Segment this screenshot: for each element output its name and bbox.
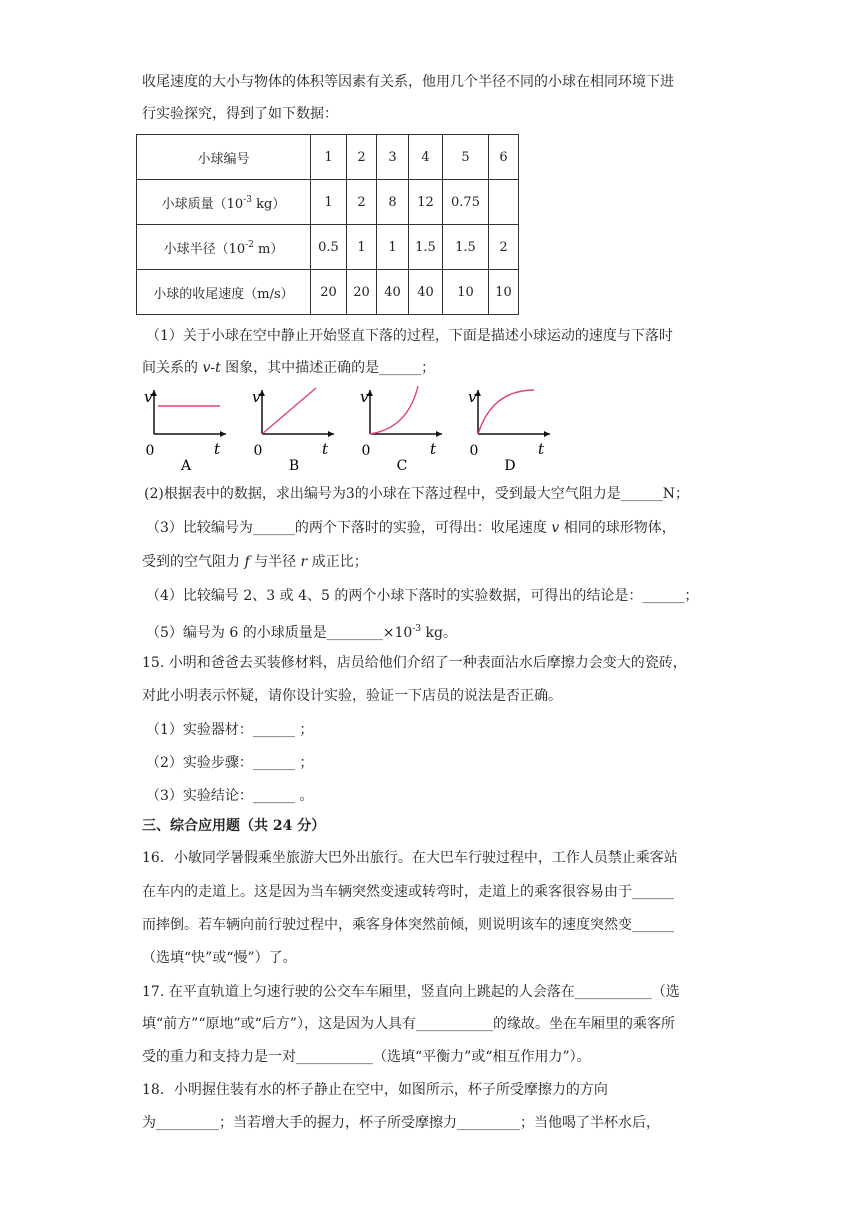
option-label-c: C (396, 458, 408, 474)
vt-curve-saturating (478, 390, 534, 434)
data-table (136, 134, 519, 315)
option-label-b: B (288, 458, 300, 474)
option-label-a: A (180, 458, 192, 474)
q15-line-2: 对此小明表示怀疑，请你设计实验，验证一下店员的说法是否正确。 (142, 688, 562, 704)
option-label-d: D (504, 458, 516, 474)
q17-line-1: 17. 在平直轨道上匀速行驶的公交车车厢里，竖直向上跳起的人会落在___________（选 (142, 984, 680, 1000)
table-cell: 10 (489, 270, 519, 315)
origin-label: 0 (253, 443, 263, 459)
vt-curve-accelerating (370, 386, 418, 434)
row-header-radius: 小球半径（$10^{-2}$ m） (137, 225, 311, 270)
q15-sub-3: （3）实验结论：______ 。 (146, 788, 314, 804)
row-header-mass: 小球质量（$10^{-3}$ kg） (137, 180, 311, 225)
table-cell: 3 (377, 135, 409, 180)
table-cell: 2 (489, 225, 519, 270)
table-cell: 1 (347, 225, 377, 270)
t-axis-label: t (322, 440, 329, 458)
origin-label: 0 (145, 443, 155, 459)
table-cell (489, 180, 519, 225)
table-row (137, 270, 519, 315)
v-axis-label: v (144, 388, 153, 406)
q16-line-1: 16．小敏同学暑假乘坐旅游大巴外出旅行。在大巴车行驶过程中，工作人员禁止乘客站 (142, 850, 678, 866)
table-cell: 10 (443, 270, 489, 315)
table-cell: 40 (377, 270, 409, 315)
vt-curve-linear (262, 388, 316, 434)
vt-graphs (140, 386, 560, 476)
v-axis-label: v (360, 388, 369, 406)
t-axis-label: t (430, 440, 437, 458)
table-cell: 1.5 (409, 225, 443, 270)
table-row (137, 225, 519, 270)
table-cell: 1 (377, 225, 409, 270)
q17-line-2: 填“前方”“原地”或“后方”），这是因为人具有___________的缘故。坐在车厢里的乘客所 (142, 1016, 675, 1032)
table-cell: 20 (311, 270, 347, 315)
intro-line-2: 行实验探究，得到了如下数据： (142, 106, 338, 122)
q5-text: （5）编号为 6 的小球质量是$\_\_\_\_\_\_\_\_\times 10^{-3}$ kg。 (146, 624, 457, 641)
table-cell: 40 (409, 270, 443, 315)
table-cell: 2 (347, 135, 377, 180)
t-axis-label: t (214, 440, 221, 458)
table-cell: 1 (311, 180, 347, 225)
table-cell: 0.75 (443, 180, 489, 225)
table-cell: 6 (489, 135, 519, 180)
v-axis-label: v (252, 388, 261, 406)
table-cell: 8 (377, 180, 409, 225)
table-row (137, 180, 519, 225)
q15-sub-1: （1）实验器材：______ ； (146, 722, 314, 738)
origin-label: 0 (361, 443, 371, 459)
table-row (137, 135, 519, 180)
q18-line-2: 为_________；当若增大手的握力，杯子所受摩擦力_________；当他喝了半杯水后， (142, 1115, 660, 1131)
table-cell: 5 (443, 135, 489, 180)
q4-text: （4）比较编号 2、3 或 4、5 的两个小球下落时的实验数据，可得出的结论是：______； (146, 588, 699, 604)
intro-line-1: 收尾速度的大小与物体的体积等因素有关系，他用几个半径不同的小球在相同环境下进 (142, 74, 674, 90)
table-cell: 12 (409, 180, 443, 225)
q18-line-1: 18．小明握住装有水的杯子静止在空中，如图所示，杯子所受摩擦力的方向 (142, 1082, 608, 1098)
q17-line-3: 受的重力和支持力是一对___________（选填“平衡力”或“相互作用力”）。 (142, 1049, 591, 1065)
q15-line-1: 15. 小明和爸爸去买装修材料，店员给他们介绍了一种表面沾水后摩擦力会变大的瓷砖， (142, 655, 687, 671)
q3-line-2: 受到的空气阻力 f 与半径 r 成正比； (142, 554, 368, 570)
q16-line-4: （选填“快”或“慢”）了。 (142, 950, 297, 966)
q1-line-2: 间关系的 v-t 图象，其中描述正确的是______； (142, 360, 436, 376)
q16-line-2: 在车内的走道上。这是因为当车辆突然变速或转弯时，走道上的乘客很容易由于______ (142, 884, 674, 900)
table-cell: 1 (311, 135, 347, 180)
q2-text: (2)根据表中的数据，求出编号为3的小球在下落过程中，受到最大空气阻力是______N； (144, 486, 689, 502)
q1-line-1: （1）关于小球在空中静止开始竖直下落的过程，下面是描述小球运动的速度与下落时 (146, 328, 673, 344)
origin-label: 0 (469, 443, 479, 459)
row-header-speed: 小球的收尾速度（m/s） (137, 270, 311, 315)
t-axis-label: t (538, 440, 545, 458)
q16-line-3: 而摔倒。若车辆向前行驶过程中，乘客身体突然前倾，则说明该车的速度突然变______ (142, 917, 674, 933)
section-3-title: 三、综合应用题（共 24 分） (142, 818, 326, 834)
q3-line-1: （3）比较编号为______的两个下落时的实验，可得出：收尾速度 v 相同的球形物体， (146, 520, 676, 536)
table-cell: 20 (347, 270, 377, 315)
table-cell: 2 (347, 180, 377, 225)
table-cell: 0.5 (311, 225, 347, 270)
table-cell: 1.5 (443, 225, 489, 270)
row-header-id: 小球编号 (137, 135, 311, 180)
q15-sub-2: （2）实验步骤：______ ； (146, 755, 314, 771)
v-axis-label: v (468, 388, 477, 406)
table-cell: 4 (409, 135, 443, 180)
